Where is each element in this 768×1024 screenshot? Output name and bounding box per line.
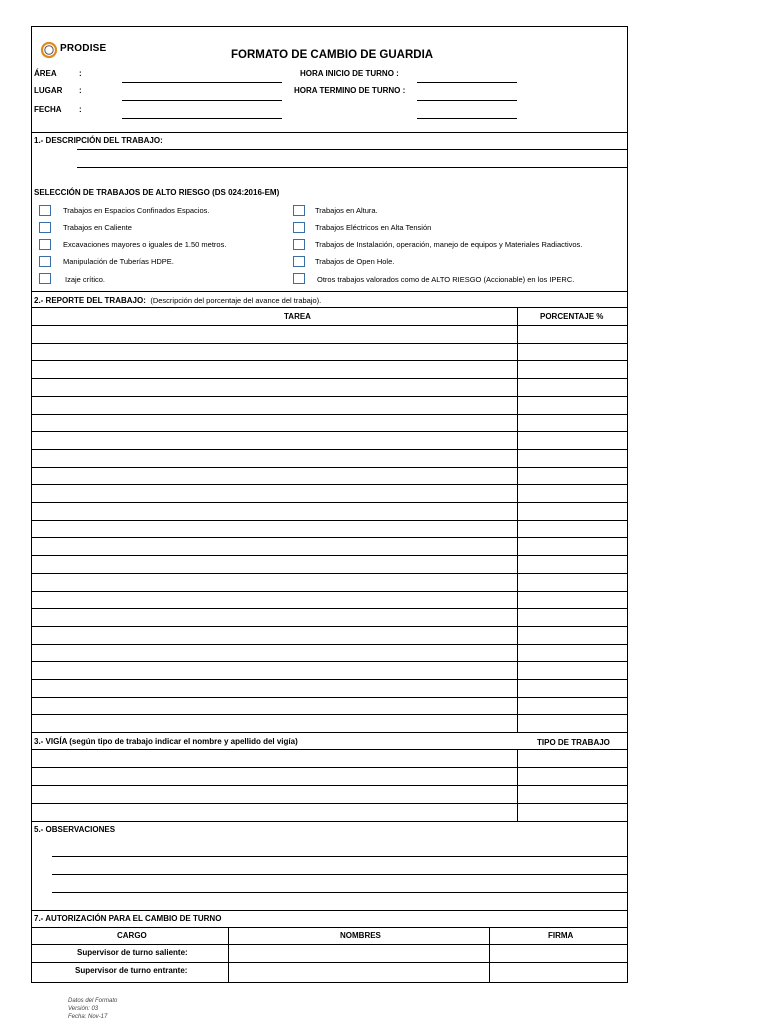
section5-title: 5.- OBSERVACIONES (34, 825, 116, 834)
fecha-field[interactable] (122, 118, 282, 119)
task-row-line (32, 626, 628, 627)
checkbox-tuberias-hdpe[interactable] (39, 256, 51, 267)
task-row-line (32, 360, 628, 361)
divider (32, 910, 628, 911)
footer-line: Versión: 03 (68, 1006, 99, 1012)
format-data (68, 997, 117, 1021)
task-row-line (32, 714, 628, 715)
divider (32, 291, 628, 292)
hora-inicio-field[interactable] (417, 82, 517, 83)
fecha-colon: : (79, 105, 82, 114)
lugar-field[interactable] (122, 100, 282, 101)
task-row-line (32, 467, 628, 468)
auth-column-divider-2 (489, 927, 490, 983)
col-cargo: CARGO (117, 931, 147, 940)
checkbox-altura[interactable] (293, 205, 305, 216)
row-supervisor-saliente: Supervisor de turno saliente: (77, 948, 188, 957)
vigia-row-line (32, 785, 628, 786)
task-row-line (32, 343, 628, 344)
task-row-line (32, 396, 628, 397)
task-row-line (32, 644, 628, 645)
checkbox-excavaciones[interactable] (39, 239, 51, 250)
task-row-line (32, 484, 628, 485)
task-row-line (32, 449, 628, 450)
checkbox-open-hole[interactable] (293, 256, 305, 267)
option-label: Trabajos Eléctricos en Alta Tensión (315, 223, 432, 232)
task-row-line (32, 555, 628, 556)
task-row-line (32, 679, 628, 680)
footer-line: Datos del Formato (68, 998, 118, 1004)
option-label: Trabajos en Espacios Confinados Espacios. (63, 206, 210, 215)
section2-note: (Descripción del porcentaje del avance del trabajo). (150, 296, 322, 305)
option-label: Excavaciones mayores o iguales de 1.50 metros. (63, 240, 227, 249)
option-label: Manipulación de Tuberías HDPE. (63, 257, 174, 266)
task-row-line (32, 732, 628, 733)
vigia-row-line (32, 821, 628, 822)
prodise-logo (40, 40, 120, 60)
area-field[interactable] (122, 82, 282, 83)
hora-termino-field[interactable] (417, 100, 517, 101)
task-row-line (32, 573, 628, 574)
task-row-line (32, 378, 628, 379)
checkbox-otros[interactable] (293, 273, 305, 284)
logo-text: PRODISE (60, 43, 107, 54)
vigia-row-line (32, 803, 628, 804)
task-row-line (32, 608, 628, 609)
observation-line-2[interactable] (52, 874, 628, 875)
checkbox-espacios-confinados[interactable] (39, 205, 51, 216)
area-label: ÁREA (34, 69, 57, 78)
col-porcentaje: PORCENTAJE % (540, 312, 604, 321)
lugar-colon: : (79, 86, 82, 95)
alto-riesgo-title: SELECCIÓN DE TRABAJOS DE ALTO RIESGO (DS 024:2016-EM) (34, 188, 280, 197)
section3-title: 3.- VIGÍA (según tipo de trabajo indicar el nombre y apellido del vigía) (34, 737, 298, 746)
row-supervisor-entrante: Supervisor de turno entrante: (75, 966, 188, 975)
area-colon: : (79, 69, 82, 78)
task-row-line (32, 414, 628, 415)
fecha-label: FECHA (34, 105, 62, 114)
option-label: Trabajos de Open Hole. (315, 257, 395, 266)
option-label: Izaje crítico. (65, 275, 106, 284)
col-tarea: TAREA (284, 312, 311, 321)
task-row-line (32, 431, 628, 432)
task-row-line (32, 661, 628, 662)
col-nombres: NOMBRES (340, 931, 381, 940)
task-row-line (32, 502, 628, 503)
hora-inicio-label: HORA INICIO DE TURNO : (300, 69, 399, 78)
observation-line-3[interactable] (52, 892, 628, 893)
task-column-divider (517, 307, 518, 732)
option-label: Otros trabajos valorados como de ALTO RIESGO (Accionable) en los IPERC. (317, 275, 575, 284)
divider (32, 927, 628, 928)
option-label: Trabajos en Altura. (315, 206, 378, 215)
section7-title: 7.- AUTORIZACIÓN PARA EL CAMBIO DE TURNO (34, 914, 222, 923)
divider (32, 962, 628, 963)
change-of-guard-form (31, 26, 628, 983)
hora-termino-label: HORA TERMINO DE TURNO : (294, 86, 406, 95)
section2-title: 2.- REPORTE DEL TRABAJO: (34, 296, 146, 305)
checkbox-electricos[interactable] (293, 222, 305, 233)
task-row-line (32, 520, 628, 521)
task-row-line (32, 325, 628, 326)
footer-line: Fecha: Nov-17 (68, 1014, 108, 1020)
task-row-line (32, 697, 628, 698)
description-line-2[interactable] (77, 167, 628, 168)
vigia-column-divider (517, 749, 518, 821)
description-line-1[interactable] (77, 149, 628, 150)
lugar-label: LUGAR (34, 86, 63, 95)
observation-line-1[interactable] (52, 856, 628, 857)
form-title: FORMATO DE CAMBIO DE GUARDIA (231, 49, 434, 61)
task-row-line (32, 537, 628, 538)
col-firma: FIRMA (548, 931, 574, 940)
hora-extra-field[interactable] (417, 118, 517, 119)
vigia-row-line (32, 767, 628, 768)
divider (32, 944, 628, 945)
divider (32, 749, 628, 750)
task-row-line (32, 591, 628, 592)
checkbox-izaje[interactable] (39, 273, 51, 284)
divider (32, 132, 628, 133)
auth-column-divider-1 (228, 927, 229, 983)
option-label: Trabajos de Instalación, operación, manejo de equipos y Materiales Radiactivos. (315, 240, 583, 249)
divider (32, 307, 628, 308)
checkbox-radiactivos[interactable] (293, 239, 305, 250)
section1-title: 1.- DESCRIPCIÓN DEL TRABAJO: (34, 136, 163, 145)
section2-heading (34, 294, 321, 306)
col-tipo-trabajo: TIPO DE TRABAJO (537, 738, 610, 747)
checkbox-caliente[interactable] (39, 222, 51, 233)
option-label: Trabajos en Caliente (63, 223, 132, 232)
